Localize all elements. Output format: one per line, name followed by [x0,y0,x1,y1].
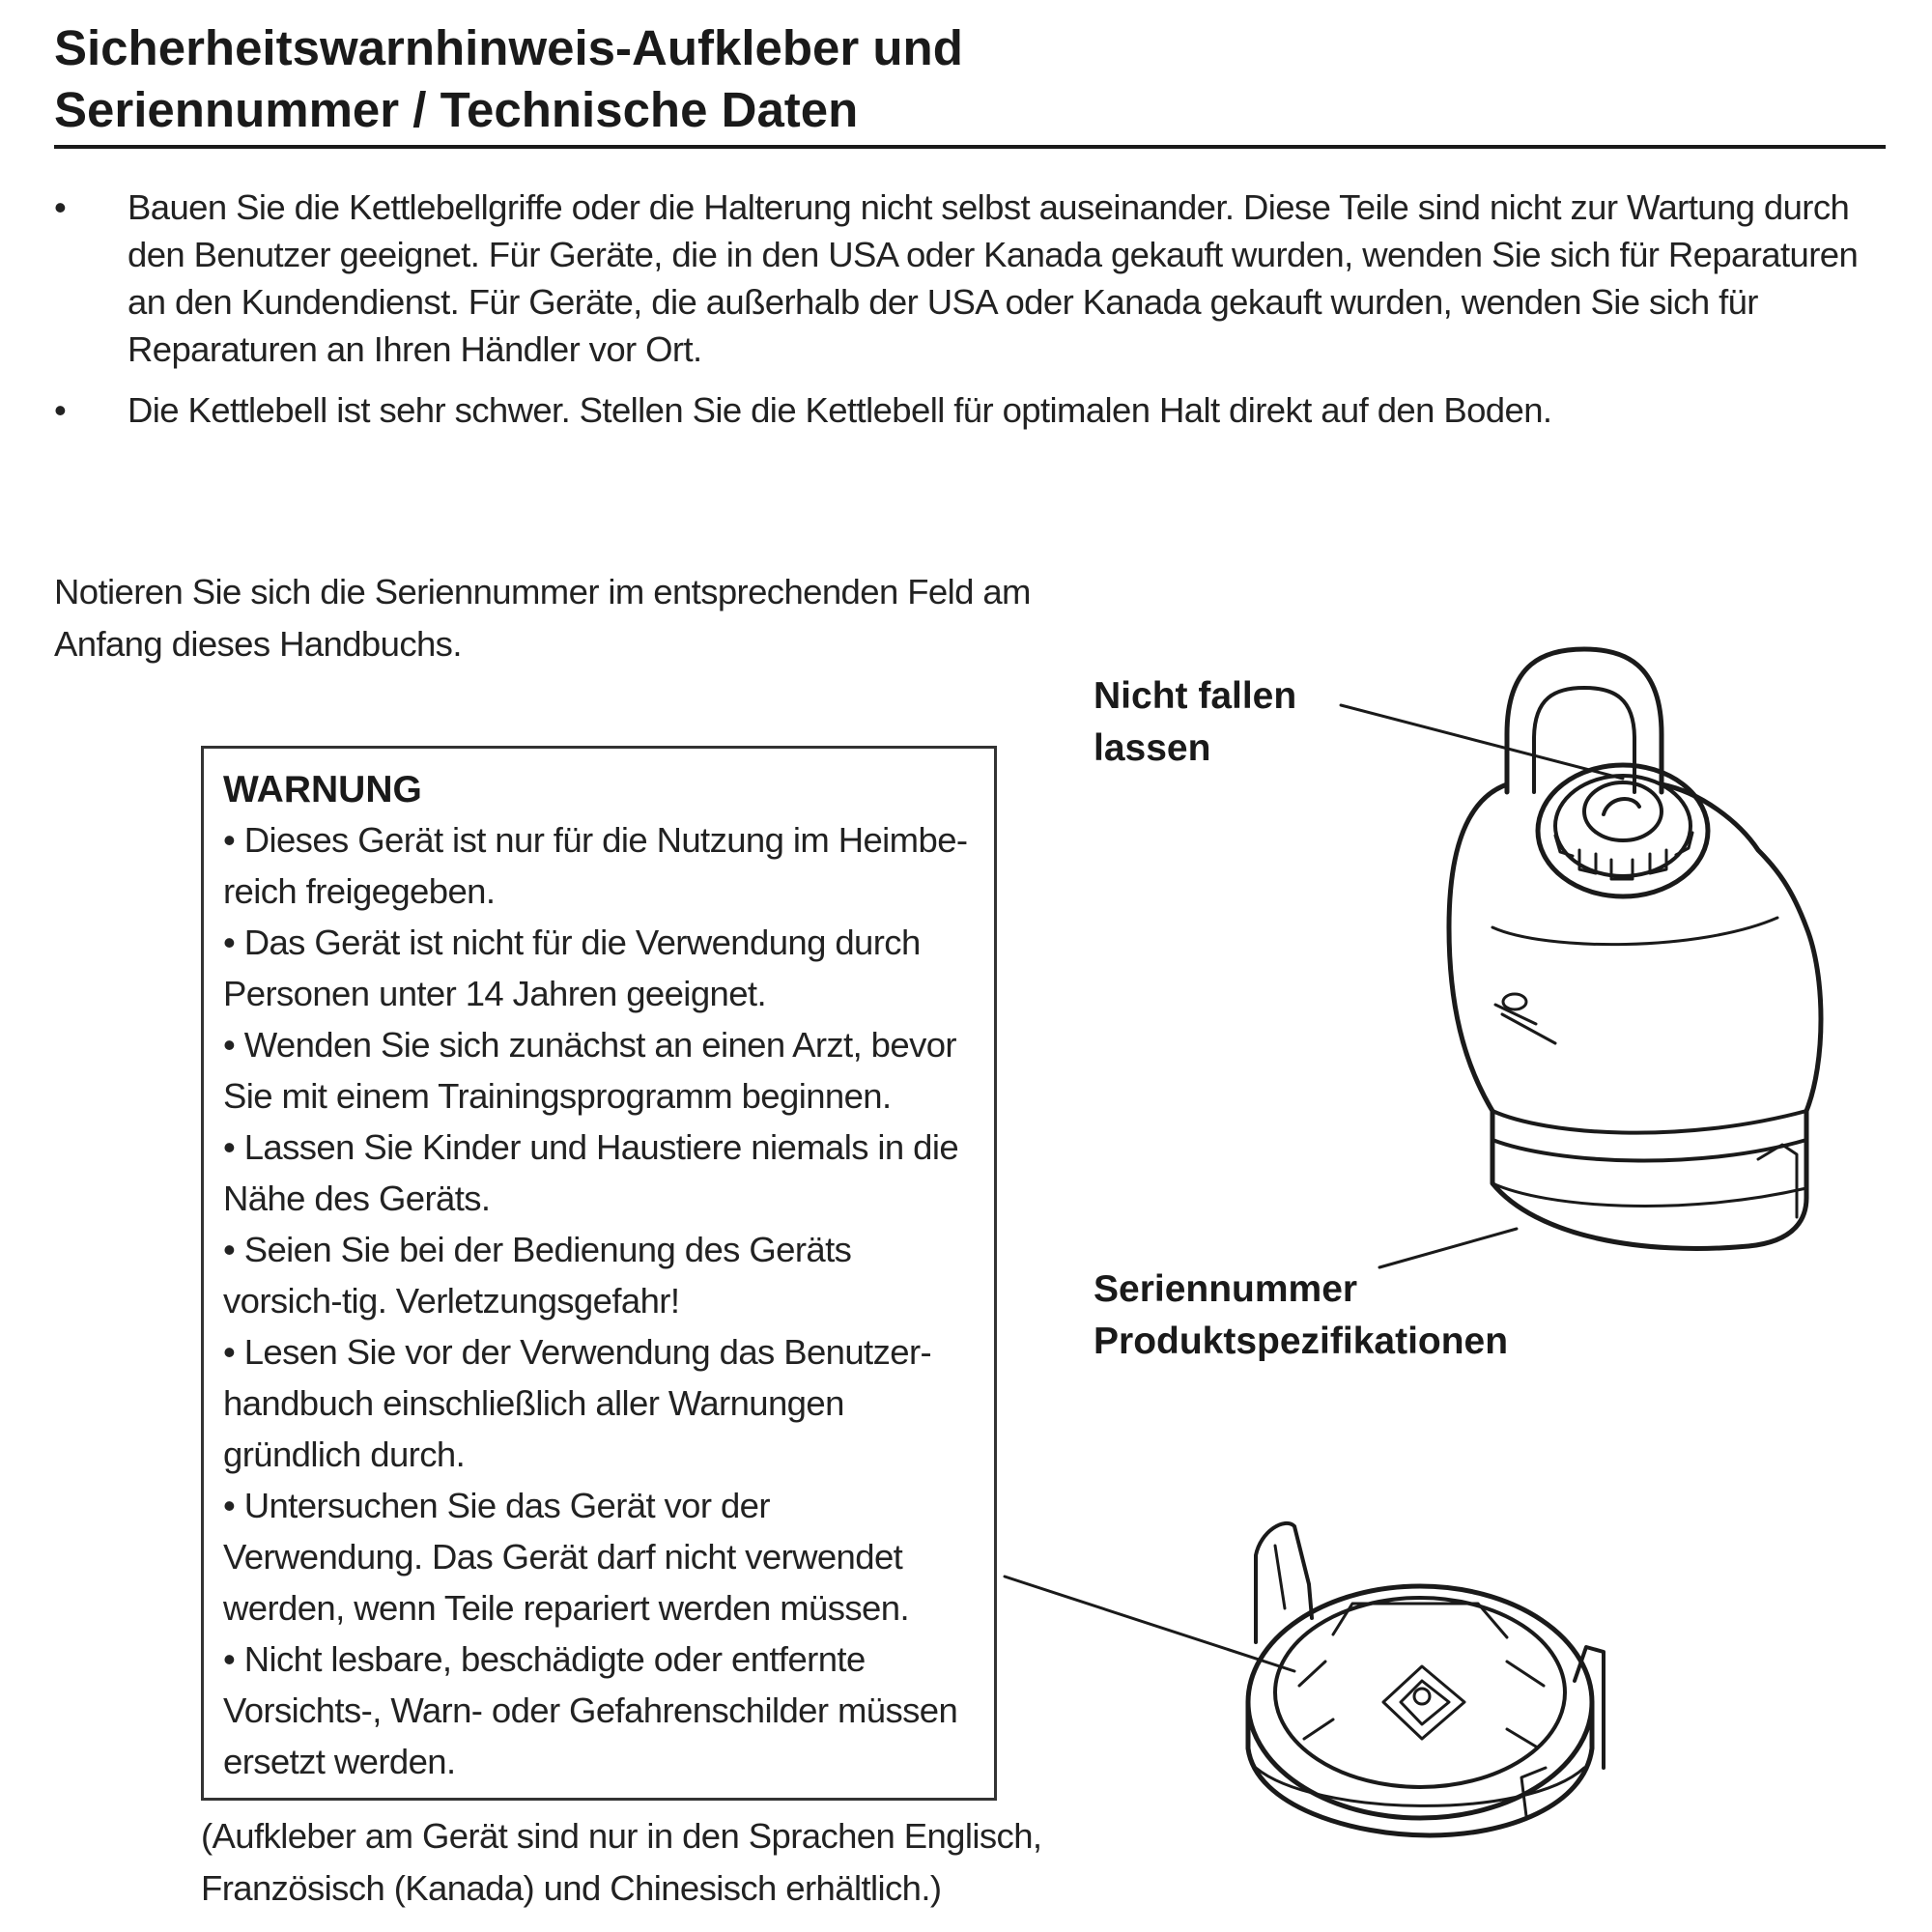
heading-rule [54,145,1886,149]
warning-list [223,814,977,1787]
heading-line-2: Seriennummer / Technische Daten [54,82,859,137]
kettlebell-handle-icon [1507,649,1662,792]
bullet-symbol: • [54,187,67,227]
bullet-text: Die Kettlebell ist sehr schwer. Stellen Sie die Kettlebell für optimalen Halt direkt auf den Boden. [128,390,1552,430]
label-language-caption: (Aufkleber am Gerät sind nur in den Sprachen Englisch, Französisch (Kanada) und Chinesisch erhältlich.) [201,1816,1042,1908]
do-not-drop-callout-line-2: lassen [1094,727,1211,769]
warning-item: • Nicht lesbare, beschädigte oder entfernte Vorsichts-, Warn- oder Gefahrenschilder müssen ersetzt werden. [223,1639,958,1781]
kettlebell-base-icon [1248,1523,1604,1835]
do-not-drop-callout [1094,670,1345,775]
serial-number-leader-line [1379,1229,1517,1267]
page-heading [54,17,1889,141]
do-not-drop-leader-line [1341,705,1623,779]
warning-item: • Lesen Sie vor der Verwendung das Benutzer-handbuch einschließlich aller Warnungen gründlich durch. [223,1332,932,1474]
serial-number-callout-line-2: Produktspezifikationen [1094,1321,1509,1362]
serial-number-callout-line-1: Seriennummer [1094,1268,1358,1310]
weight-selector-dial-icon [1538,765,1708,896]
warning-item: • Untersuchen Sie das Gerät vor der Verwendung. Das Gerät darf nicht verwendet werden, wenn Teile repariert werden müssen. [223,1486,909,1628]
safety-bullet-item [54,386,1889,434]
warning-item: • Seien Sie bei der Bedienung des Geräts vorsich-tig. Verletzungsgefahr! [223,1230,852,1321]
base-leader-line [1005,1577,1294,1671]
heading-line-1: Sicherheitswarnhinweis-Aufkleber und [54,20,963,75]
serial-number-note: Notieren Sie sich die Seriennummer im entsprechenden Feld am Anfang dieses Handbuchs. [54,572,1031,664]
bullet-text: Bauen Sie die Kettlebellgriffe oder die Halterung nicht selbst auseinander. Diese Teile sind nicht zur Wartung durch den Benutzer geeignet. Für Geräte, die in den USA oder Kanada gekauft wurden, wenden Sie sich für Reparaturen an den Kundendienst. Für Geräte, die außerhalb der USA oder Kanada gekauft wurden, wenden Sie sich für Reparaturen an Ihren Händler vor Ort. [128,187,1859,369]
safety-bullet-list [54,184,1889,447]
warning-item: • Wenden Sie sich zunächst an einen Arzt, bevor Sie mit einem Trainingsprogramm beginnen. [223,1025,956,1116]
warning-item: • Dieses Gerät ist nur für die Nutzung im Heimbe-reich freigegeben. [223,820,968,911]
safety-bullet-item [54,184,1889,373]
bullet-symbol: • [54,390,67,430]
warning-label-box [201,746,997,1801]
serial-number-callout [1094,1264,1673,1368]
kettlebell-body-icon [1449,784,1821,1248]
warning-item: • Lassen Sie Kinder und Haustiere niemals in die Nähe des Geräts. [223,1127,959,1218]
warning-title: WARNUNG [223,769,422,810]
do-not-drop-callout-line-1: Nicht fallen [1094,675,1297,717]
warning-item: • Das Gerät ist nicht für die Verwendung durch Personen unter 14 Jahren geeignet. [223,923,921,1013]
